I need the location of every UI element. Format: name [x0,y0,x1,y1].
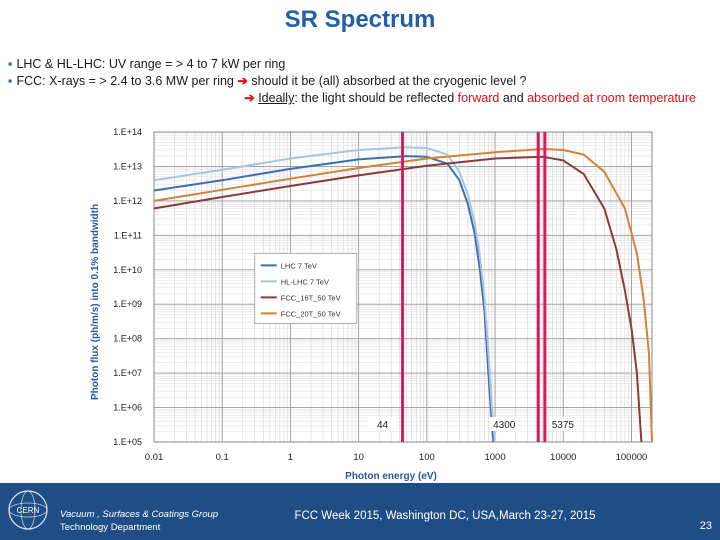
ideally-room-temp: absorbed at room temperature [527,91,696,105]
marker-label: 4300 [493,420,516,431]
x-tick-label: 10 [353,452,364,463]
bullet-fcc-text: FCC: X-rays = > 2.4 to 3.6 MW per ring [16,74,234,88]
x-axis-label: Photon energy (eV) [345,471,437,482]
bullet-fcc [8,73,708,90]
ideally-word: Ideally [258,91,295,105]
y-tick-label: 1.E+14 [113,127,142,137]
marker-label: 5375 [551,420,574,431]
legend-label: FCC_16T_50 TeV [280,293,341,303]
ideally-and: and [502,91,524,105]
event-name: FCC Week 2015, Washington DC, USA,March 23-27, 2015 [294,510,596,522]
y-tick-label: 1.E+10 [113,264,142,275]
y-tick-label: 1.E+12 [113,195,142,206]
department-block [60,508,218,534]
y-tick-label: 1.E+13 [113,161,142,172]
y-tick-label: 1.E+06 [113,402,142,413]
marker-label: 44 [376,420,389,431]
y-tick-label: 1.E+08 [113,333,142,344]
slide-title: SR Spectrum [284,6,436,33]
y-tick-label: 1.E+09 [113,299,142,310]
department-name: Technology Department [60,522,161,533]
legend-label: FCC_20T_50 TeV [280,309,341,319]
x-tick-label: 0.01 [144,452,164,463]
page-number: 23 [699,520,712,532]
legend-label: LHC 7 TeV [280,261,317,271]
x-tick-label: 1000 [484,452,506,463]
x-tick-label: 100 [418,452,435,463]
bullet-lhc [8,56,708,73]
y-tick-label: 1.E+05 [113,437,142,447]
bullet-marker: ▪ [8,57,13,71]
ideally-forward: forward [457,91,500,105]
bullet-fcc-question: should it be (all) absorbed at the cryogenic level ? [251,74,527,88]
cern-logo-text: CERN [16,506,40,515]
y-tick-label: 1.E+07 [113,368,142,379]
y-tick-label: 1.E+11 [113,230,142,241]
ideally-line [8,90,708,107]
bullet-list [8,56,708,107]
bullet-lhc-text: LHC & HL-LHC: UV range = > 4 to 7 kW per ring [16,57,286,71]
bullet-marker: ▪ [8,74,13,88]
arrow-icon: ➔ [244,91,255,105]
x-tick-label: 10000 [550,452,577,463]
legend-label: HL-LHC 7 TeV [280,277,329,287]
x-tick-label: 100000 [615,452,648,463]
arrow-icon: ➔ [237,74,248,88]
cern-logo [6,488,50,532]
ideally-text: : the light should be reflected [294,91,455,105]
x-tick-label: 1 [287,452,294,463]
sr-spectrum-chart [86,122,672,484]
y-axis-label: Photon flux (ph/m/s) into 0.1% bandwidth [90,203,101,401]
group-name: Vacuum , Surfaces & Coatings Group [60,509,219,520]
x-tick-label: 0.1 [215,452,229,463]
